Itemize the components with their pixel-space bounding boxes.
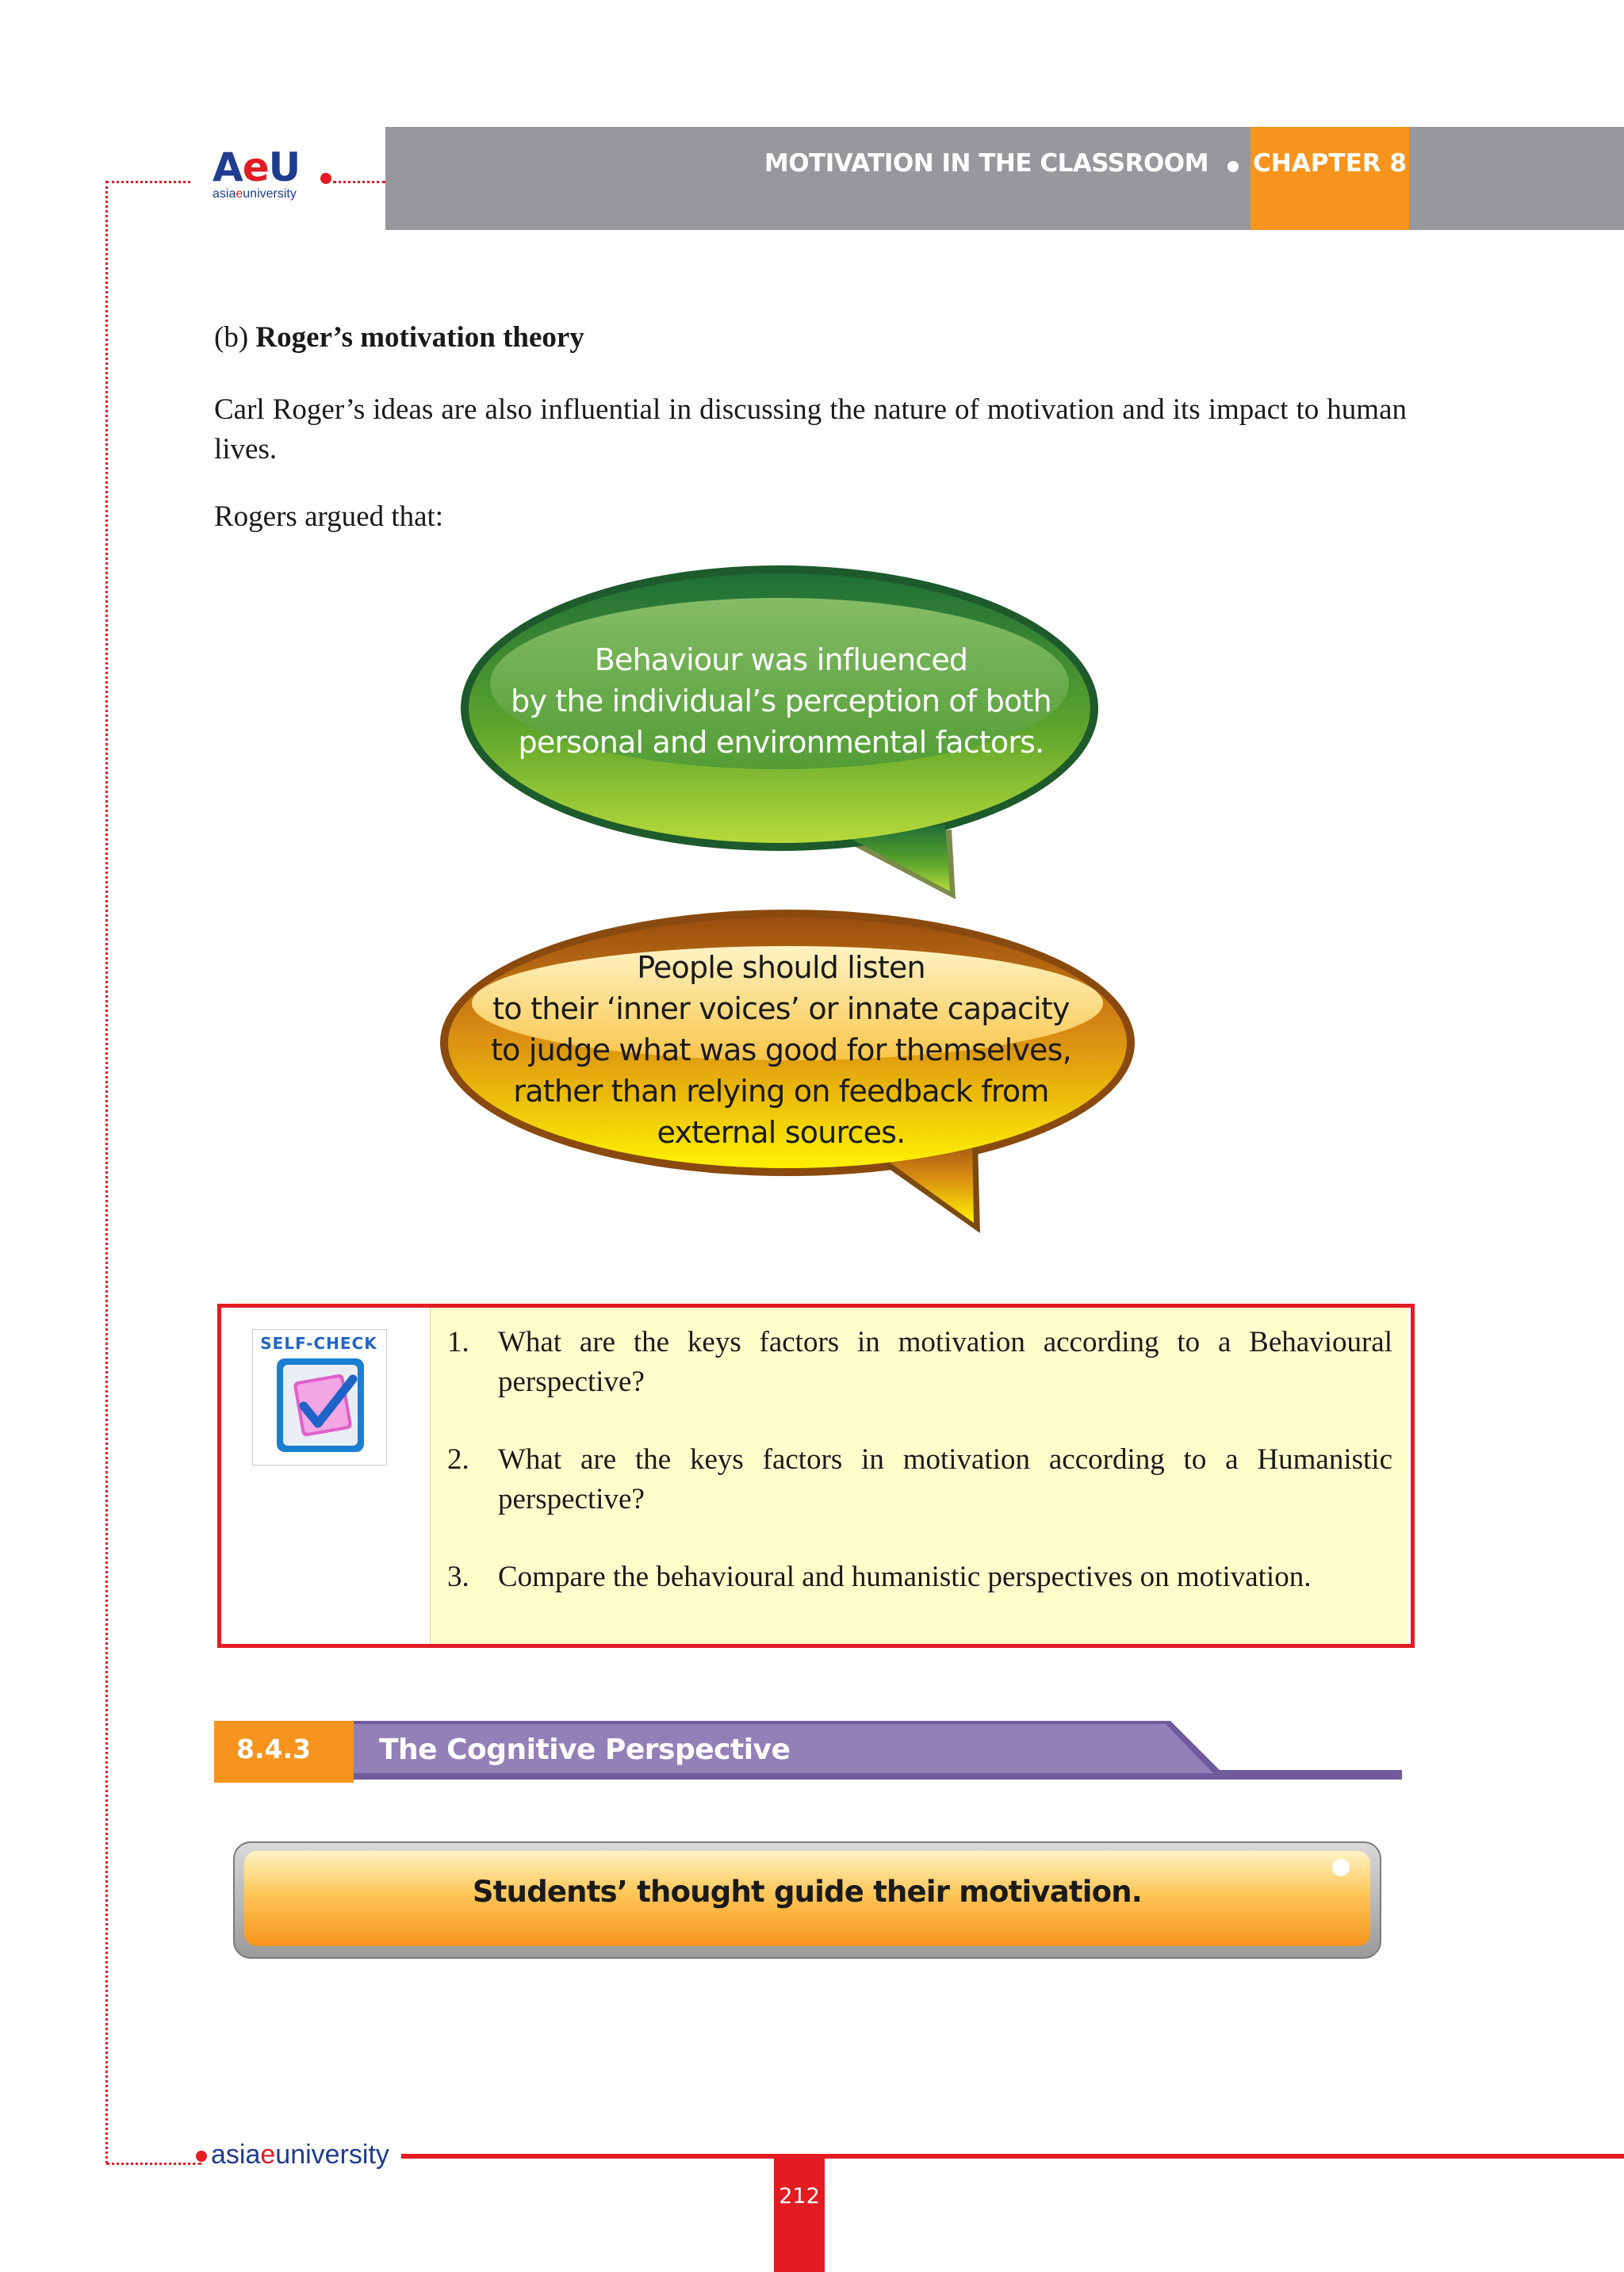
logo-subtext: asiaeuniversity <box>213 187 297 201</box>
question-item <box>447 1557 1392 1597</box>
banner-highlight <box>1332 1859 1350 1876</box>
section-label: (b) <box>214 321 249 354</box>
bubble-line: external sources. <box>657 1115 906 1150</box>
orange-bubble-text <box>428 947 1134 1153</box>
green-bubble-text <box>444 639 1118 763</box>
chapter-label: CHAPTER 8 <box>1253 149 1407 178</box>
footer-brand <box>211 2140 389 2170</box>
bubble-line: rather than relying on feedback from <box>513 1074 1049 1109</box>
body-paragraph: Carl Roger’s ideas are also influential in discussing the nature of motivation and its impact to human lives. <box>214 393 1407 466</box>
running-header-title: MOTIVATION IN THE CLASSROOM <box>764 149 1208 178</box>
question-text: What are the keys factors in motivation according to a Humanistic perspective? <box>498 1443 1392 1515</box>
subsection-title: The Cognitive Perspective <box>379 1734 791 1766</box>
question-item <box>447 1323 1392 1402</box>
question-number: 3. <box>447 1561 469 1593</box>
brand-e: e <box>260 2140 276 2170</box>
key-idea-text: Students’ thought guide their motivation. <box>472 1875 1143 1909</box>
bubble-line: personal and environmental factors. <box>518 725 1044 760</box>
brand-prefix: asia <box>211 2140 261 2170</box>
question-text: Compare the behavioural and humanistic perspectives on motivation. <box>498 1561 1312 1593</box>
self-check-questions <box>447 1323 1392 1635</box>
subsection-number: 8.4.3 <box>236 1734 311 1764</box>
brand-suffix: university <box>275 2140 389 2170</box>
footer-rule <box>401 2154 1624 2159</box>
bubble-line: People should listen <box>637 950 925 985</box>
bubble-line: to judge what was good for themselves, <box>491 1033 1071 1067</box>
section-heading-text: Roger’s motivation theory <box>255 321 584 354</box>
logo-wordmark: AeU <box>213 144 301 190</box>
question-number: 2. <box>447 1443 469 1476</box>
footer-dotted-rule <box>106 2163 201 2165</box>
page-number: 212 <box>779 2184 820 2209</box>
lead-in-text: Rogers argued that: <box>214 500 444 533</box>
bubble-line: to their ‘inner voices’ or innate capacity <box>492 991 1070 1026</box>
self-check-label: SELF-CHECK <box>260 1334 377 1353</box>
bubble-line: by the individual’s perception of both <box>511 684 1051 718</box>
question-number: 1. <box>447 1326 469 1358</box>
question-text: What are the keys factors in motivation according to a Behavioural perspective? <box>498 1326 1392 1398</box>
page-number-tab <box>774 2154 825 2272</box>
question-item <box>447 1440 1392 1519</box>
footer-dot-icon <box>196 2151 207 2162</box>
bubble-line: Behaviour was influenced <box>594 642 968 677</box>
